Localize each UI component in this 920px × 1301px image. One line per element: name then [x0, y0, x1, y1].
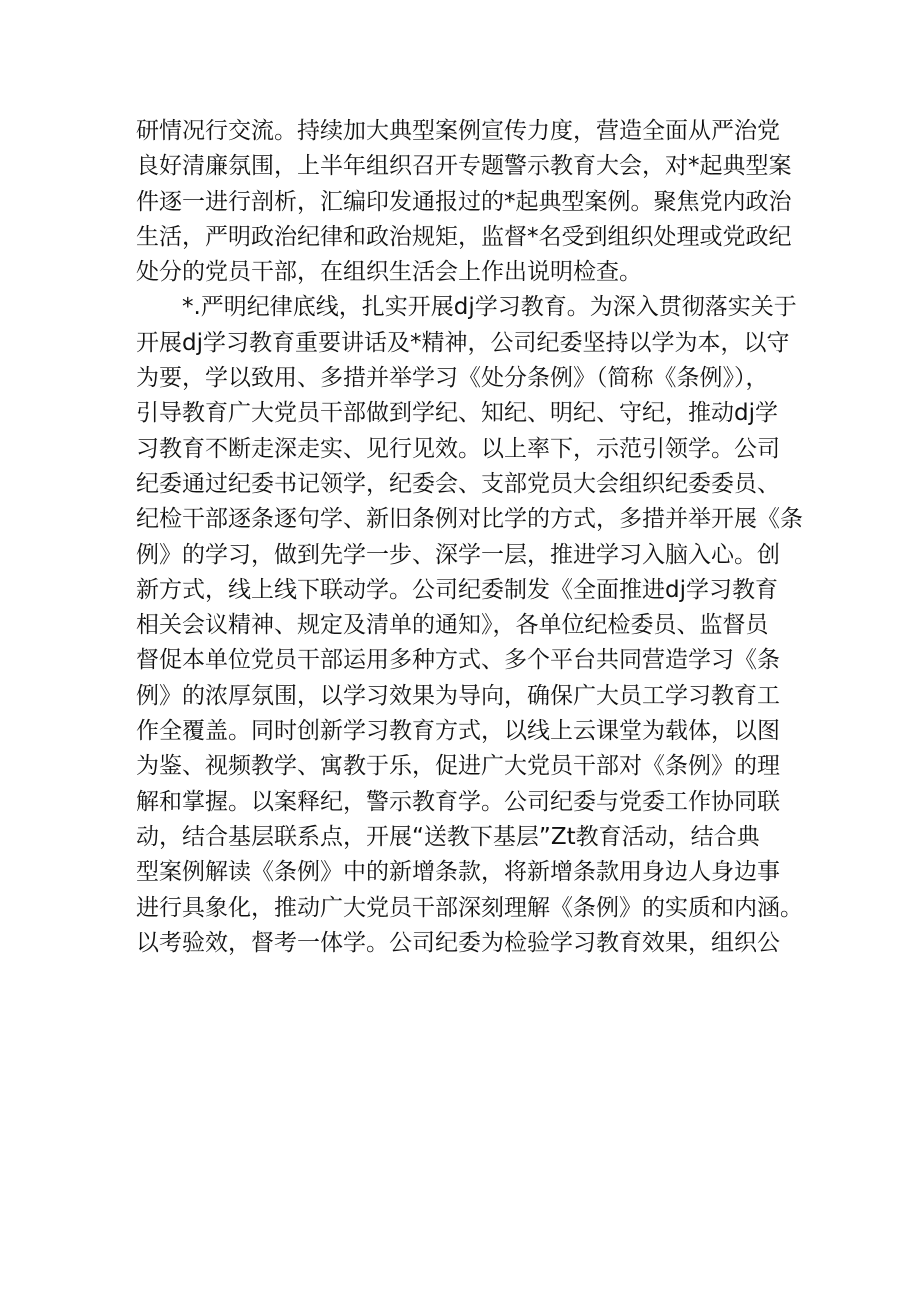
text-line: 纪委通过纪委书记领学，纪委会、支部党员大会组织纪委委员、 — [136, 470, 780, 497]
text-line: 例》的浓厚氛围，以学习效果为导向，确保广大员工学习教育工 — [136, 682, 780, 709]
text-line: 例》的学习，做到先学一步、深学一层，推进学习入脑入心。创 — [136, 541, 780, 568]
text-line: 以考验效，督考一体学。公司纪委为检验学习教育效果，组织公 — [136, 929, 780, 956]
text-line: 件逐一进行剖析，汇编印发通报过的*起典型案例。聚焦党内政治 — [136, 188, 792, 215]
text-line: 为鉴、视频教学、寓教于乐，促进广大党员干部对《条例》的理 — [136, 753, 780, 780]
text-line: 型案例解读《条例》中的新增条款，将新增条款用身边人身边事 — [136, 859, 780, 886]
text-line: 作全覆盖。同时创新学习教育方式，以线上云课堂为载体，以图 — [136, 718, 780, 745]
text-line: 生活，严明政治纪律和政治规矩，监督*名受到组织处理或党政纪 — [136, 223, 792, 250]
text-line: 为要，学以致用、多措并举学习《处分条例》（简称《条例》）， — [136, 365, 769, 392]
text-line: 纪检干部逐条逐句学、新旧条例对比学的方式，多措并举开展《条 — [136, 506, 803, 533]
body-text — [136, 114, 803, 961]
text-line: 习教育不断走深走实、见行见效。以上率下，示范引领学。公司 — [136, 435, 780, 462]
paragraph-first-line: *.严明纪律底线，扎实开展dj学习教育。为深入贯彻落实关于 — [182, 294, 797, 321]
text-line: 动，结合基层联系点，开展“送教下基层”Zt教育活动，结合典 — [136, 823, 760, 850]
text-line: 新方式，线上线下联动学。公司纪委制发《全面推进dj学习教育 — [136, 576, 778, 603]
text-line: 处分的党员干部，在组织生活会上作出说明检查。 — [136, 259, 642, 286]
text-line: 良好清廉氛围，上半年组织召开专题警示教育大会，对*起典型案 — [136, 153, 792, 180]
text-line: 引导教育广大党员干部做到学纪、知纪、明纪、守纪，推动dj学 — [136, 400, 778, 427]
text-line: 督促本单位党员干部运用多种方式、多个平台共同营造学习《条 — [136, 647, 780, 674]
text-line: 开展dj学习教育重要讲话及*精神，公司纪委坚持以学为本，以守 — [136, 329, 790, 356]
text-line: 进行具象化，推动广大党员干部深刻理解《条例》的实质和内涵。 — [136, 894, 803, 921]
text-line: 解和掌握。以案释纪，警示教育学。公司纪委与党委工作协同联 — [136, 788, 780, 815]
text-line: 研情况行交流。持续加大典型案例宣传力度，营造全面从严治党 — [136, 118, 780, 144]
text-line: 相关会议精神、规定及清单的通知》，各单位纪检委员、监督员 — [136, 612, 769, 639]
